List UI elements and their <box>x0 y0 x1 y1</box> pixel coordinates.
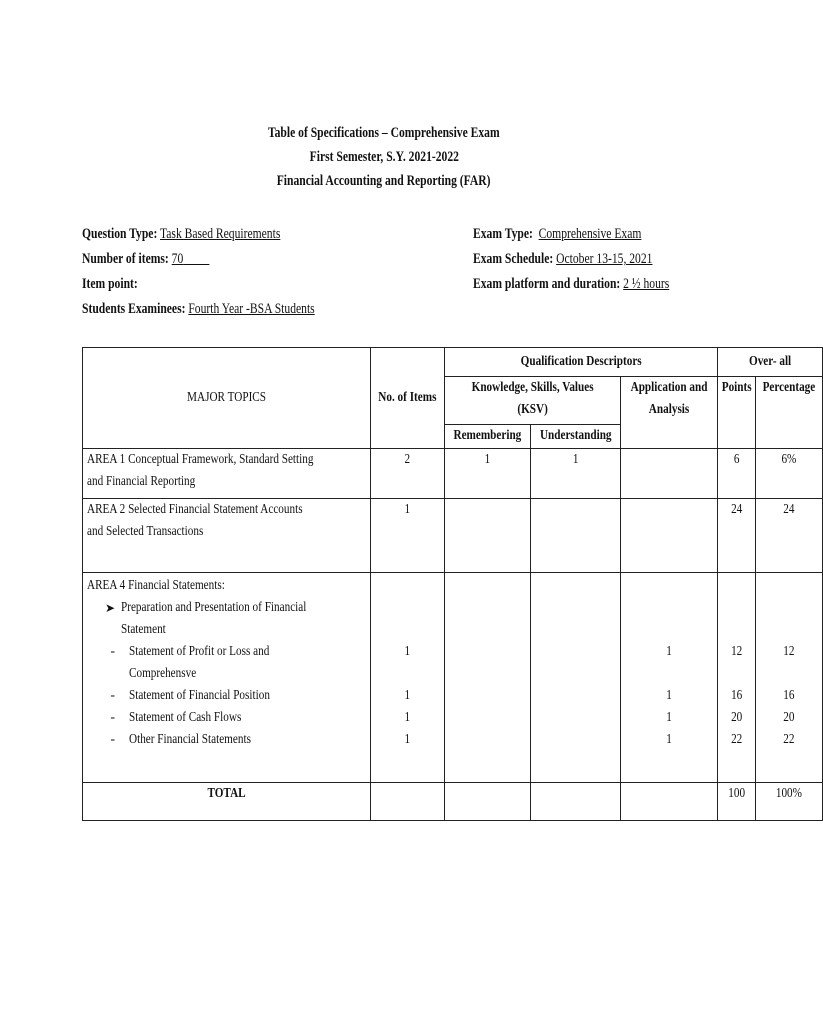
question-type: Question Type: Task Based Requirements <box>82 226 281 242</box>
area-1-understanding: 1 <box>530 449 620 499</box>
area-2-percentage: 24 <box>756 499 823 573</box>
header-percentage: Percentage <box>756 377 823 449</box>
students-examinees: Students Examinees: Fourth Year -BSA Students <box>82 301 315 317</box>
list-item: - Statement of Profit or Loss and <box>110 644 270 659</box>
specification-table <box>82 347 823 821</box>
total-percentage: 100% <box>756 783 823 821</box>
area-4-topic: AREA 4 Financial Statements: ➤ Preparation and Presentation of Financial Statement - Statement of Profit or Loss and Comprehensve - Statement of Financial Position - Statement of Cash Flows - Other Financial Statements <box>83 573 371 783</box>
area-4-items: 1 1 1 1 <box>371 573 445 783</box>
table-row-total <box>83 783 823 821</box>
total-label: TOTAL <box>83 783 371 821</box>
exam-type: Exam Type: Comprehensive Exam <box>473 226 642 242</box>
area-2-understanding <box>530 499 620 573</box>
header-application-analysis: Application and Analysis <box>621 377 718 449</box>
header-remembering: Remembering <box>444 425 530 449</box>
doc-subject: Financial Accounting and Reporting (FAR) <box>277 173 491 189</box>
area-2-application <box>621 499 718 573</box>
header-overall: Over- all <box>718 348 823 377</box>
number-of-items: Number of items: 70 <box>82 251 184 267</box>
area-4-application: 1 1 1 1 <box>621 573 718 783</box>
header-understanding: Understanding <box>530 425 620 449</box>
area-1-remembering: 1 <box>444 449 530 499</box>
area-1-percentage: 6% <box>756 449 823 499</box>
table-row-area-1 <box>83 449 823 499</box>
list-item: - Statement of Financial Position <box>110 688 270 703</box>
area-1-items: 2 <box>371 449 445 499</box>
item-point: Item point: <box>82 276 138 292</box>
area-4-understanding <box>530 573 620 783</box>
area-1-topic: AREA 1 Conceptual Framework, Standard Setting and Financial Reporting <box>83 449 371 499</box>
area-2-remembering <box>444 499 530 573</box>
area-4-percentage: 12 16 20 22 <box>756 573 823 783</box>
exam-schedule: Exam Schedule: October 13-15, 2021 <box>473 251 653 267</box>
doc-semester: First Semester, S.Y. 2021-2022 <box>309 149 459 165</box>
chevron-right-icon: ➤ <box>104 601 115 615</box>
area-4-remembering <box>444 573 530 783</box>
area-2-items: 1 <box>371 499 445 573</box>
list-item: - Other Financial Statements <box>110 732 251 747</box>
table-row-area-2 <box>83 499 823 573</box>
header-points: Points <box>718 377 756 449</box>
header-qualification-descriptors: Qualification Descriptors <box>444 348 717 377</box>
doc-title: Table of Specifications – Comprehensive Exam <box>268 125 500 141</box>
area-1-application <box>621 449 718 499</box>
area-2-points: 24 <box>718 499 756 573</box>
area-4-points: 12 16 20 22 <box>718 573 756 783</box>
list-item: - Statement of Cash Flows <box>110 710 242 725</box>
header-no-items: No. of Items <box>371 348 445 449</box>
table-row-area-4 <box>83 573 823 783</box>
area-2-topic: AREA 2 Selected Financial Statement Accounts and Selected Transactions <box>83 499 371 573</box>
total-points: 100 <box>718 783 756 821</box>
area-1-points: 6 <box>718 449 756 499</box>
exam-platform: Exam platform and duration: 2 ½ hours <box>473 276 670 292</box>
header-major-topics: MAJOR TOPICS <box>83 348 371 449</box>
header-ksv: Knowledge, Skills, Values (KSV) <box>444 377 620 425</box>
